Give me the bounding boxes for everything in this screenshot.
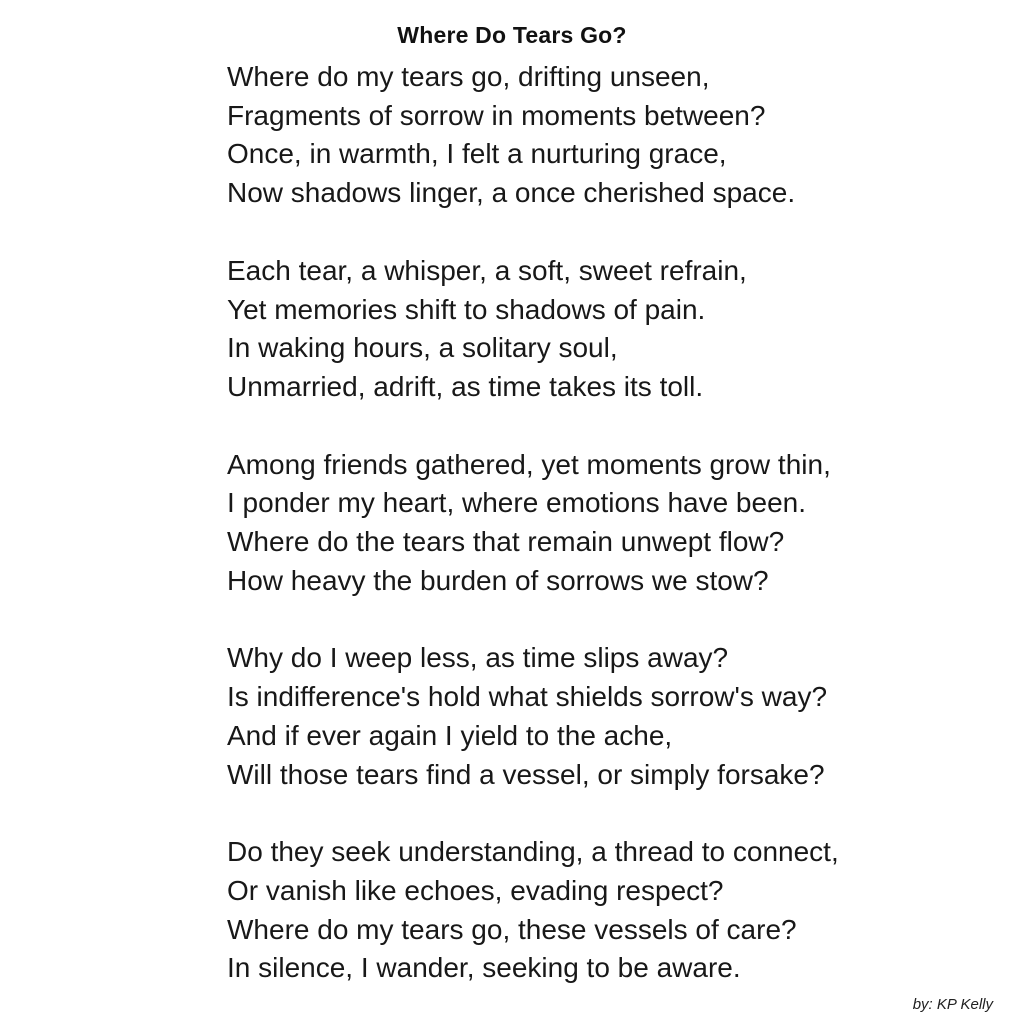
poem-line: Yet memories shift to shadows of pain.: [227, 293, 706, 325]
poem-line: Where do the tears that remain unwept flow?: [227, 526, 785, 558]
page-title: Where Do Tears Go?: [397, 22, 627, 48]
poem-body: [227, 58, 984, 988]
author-attribution: by: KP Kelly: [912, 996, 993, 1013]
poem-line: I ponder my heart, where emotions have been.: [227, 487, 807, 519]
stanza: [227, 252, 984, 407]
poem-line: Is indifference's hold what shields sorrow's way?: [227, 681, 828, 713]
poem-line: Once, in warmth, I felt a nurturing grace,: [227, 138, 727, 170]
poem-line: Or vanish like echoes, evading respect?: [227, 874, 724, 906]
stanza: [227, 833, 984, 988]
poem-line: In silence, I wander, seeking to be aware.: [227, 952, 741, 984]
poem-line: Do they seek understanding, a thread to connect,: [227, 836, 839, 868]
poem-line: Unmarried, adrift, as time takes its toll.: [227, 370, 704, 402]
poem-line: In waking hours, a solitary soul,: [227, 332, 618, 364]
stanza: [227, 639, 984, 794]
poem-line: Why do I weep less, as time slips away?: [227, 642, 729, 674]
poem-line: Now shadows linger, a once cherished space.: [227, 177, 796, 209]
poem-line: Will those tears find a vessel, or simply forsake?: [227, 758, 825, 790]
stanza: [227, 58, 984, 213]
poem-line: Fragments of sorrow in moments between?: [227, 99, 766, 131]
poem-line: And if ever again I yield to the ache,: [227, 719, 673, 751]
poem-line: How heavy the burden of sorrows we stow?: [227, 564, 769, 596]
poem-line: Among friends gathered, yet moments grow thin,: [227, 448, 831, 480]
poem-line: Where do my tears go, drifting unseen,: [227, 61, 710, 92]
stanza: [227, 446, 984, 601]
poem-line: Each tear, a whisper, a soft, sweet refrain,: [227, 254, 747, 286]
poem-line: Where do my tears go, these vessels of care?: [227, 913, 797, 945]
